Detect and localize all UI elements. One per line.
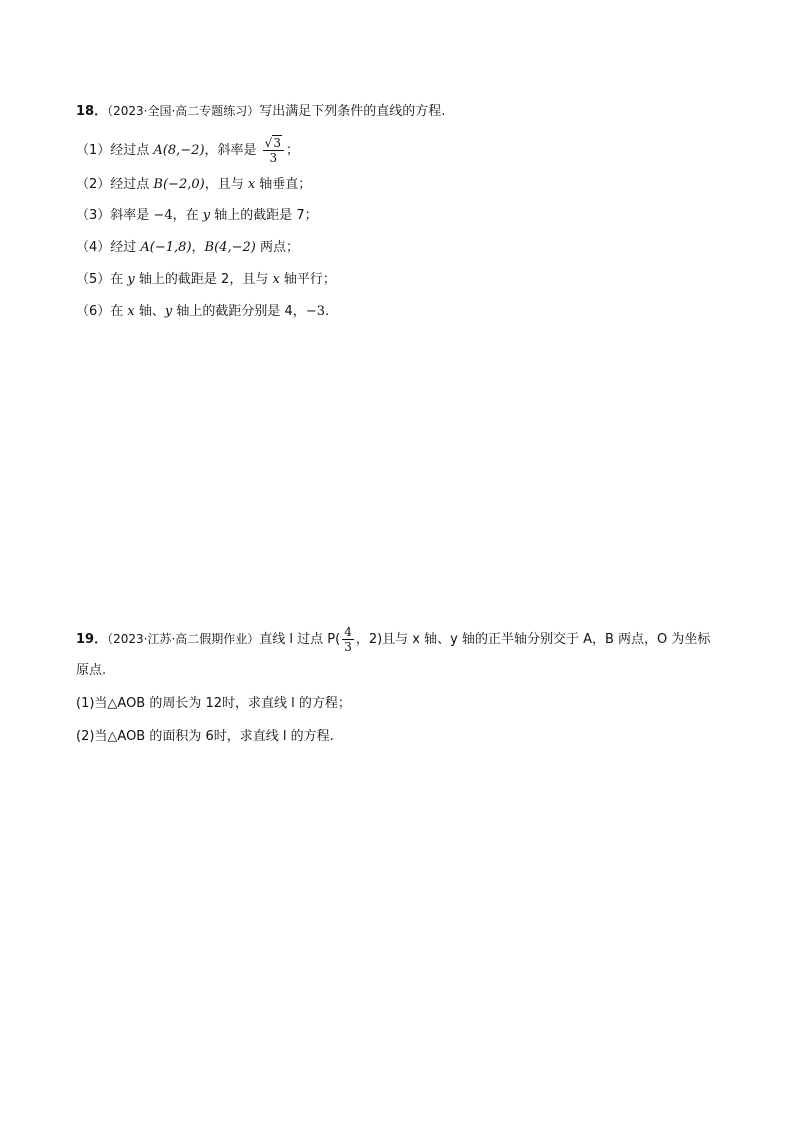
q18-item-6-mid1: 轴、 [134,304,165,319]
q19-stem-line2-text: 原点. [76,663,107,678]
q18-item-3-value: −4 [153,208,173,223]
q18-item-2-label: （2） [76,177,111,192]
q18-item-5-mid: 轴上的截距是 2，且与 [134,272,273,287]
q18-item-6-mid2: 轴上的截距分别是 4， [172,304,306,319]
q18-item-6-value: −3 [305,304,325,319]
q18-item-1-mid: ，斜率是 [204,143,261,158]
q18-item-3-prefix: 斜率是 [110,208,154,223]
q18-item-5-prefix: 在 [110,272,128,287]
q18-item-1-label: （1） [76,143,111,158]
q18-item-3-var: y [202,208,211,223]
q18-item-4-suffix: 两点； [255,240,299,255]
q18-item-3-suffix: 轴上的截距是 7； [210,208,318,223]
q18-item-4-mid: ， [191,240,205,255]
q18-source: （2023·全国·高二专题练习） [107,104,260,118]
q18-item-3-label: （3） [76,208,111,223]
q18-item-1-point: A(8,−2) [153,143,205,158]
q19-sub-1-text: (1)当△AOB 的周长为 12时，求直线 l 的方程； [76,696,351,711]
q18-item-4-prefix: 经过 [110,240,141,255]
q18-item-5-var1: y [127,272,135,287]
q18-item-2-var: x [247,177,256,192]
q18-item-1-slope-fraction [263,136,284,165]
q18-item-2 [76,175,311,195]
q18-item-1-suffix: ； [285,143,299,158]
q18-item-4-label: （4） [76,240,111,255]
q18-item-6-suffix: . [324,304,330,319]
q18-item-4-point2: B(4,−2) [204,240,256,255]
q19-sub-2 [76,727,334,747]
q18-item-4 [76,238,299,258]
q18-item-5-label: （5） [76,272,111,287]
q18-item-6-prefix: 在 [110,304,128,319]
q18-item-1-frac-num: 3 [273,136,281,150]
q18-item-6-var1: x [127,304,135,319]
q18-stem: 写出满足下列条件的直线的方程. [259,104,446,119]
q19-point-fraction [342,625,354,654]
q18-item-5-var2: x [272,272,280,287]
q19-stem-part1: 直线 l 过点 P( [259,632,341,647]
q18-item-1 [76,136,299,165]
q19-frac-num: 4 [344,625,352,639]
q19-frac-den: 3 [344,640,352,654]
q19-sub-1 [76,694,351,714]
q19-number: 19． [76,632,108,647]
q18-item-4-point1: A(−1,8) [140,240,192,255]
q18-item-5 [76,270,336,290]
q18-item-2-prefix: 经过点 [110,177,154,192]
q19-header [76,625,710,654]
q19-sub-2-text: (2)当△AOB 的面积为 6时，求直线 l 的方程. [76,729,334,744]
q18-item-6-label: （6） [76,304,111,319]
q18-item-1-prefix: 经过点 [110,143,154,158]
q18-item-3-mid: ，在 [172,208,203,223]
q19-stem-part2: ，2)且与 x 轴、y 轴的正半轴分别交于 A，B 两点，O 为坐标 [355,632,711,647]
q18-item-1-frac-den: 3 [269,151,278,165]
q18-item-2-suffix: 轴垂直； [255,177,312,192]
q18-item-6 [76,302,329,322]
q18-item-5-suffix: 轴平行； [279,272,336,287]
q18-header [76,101,445,122]
q18-item-2-mid: ，且与 [204,177,248,192]
q19-source: （2023·江苏·高二假期作业） [107,632,260,646]
q18-item-3 [76,206,318,226]
q18-item-6-var2: y [164,304,173,319]
sqrt-icon: √ [264,136,273,150]
fraction-numerator [263,136,284,151]
q18-number: 18． [76,104,108,119]
q18-item-2-point: B(−2,0) [153,177,205,192]
q19-stem-line2 [76,661,106,681]
